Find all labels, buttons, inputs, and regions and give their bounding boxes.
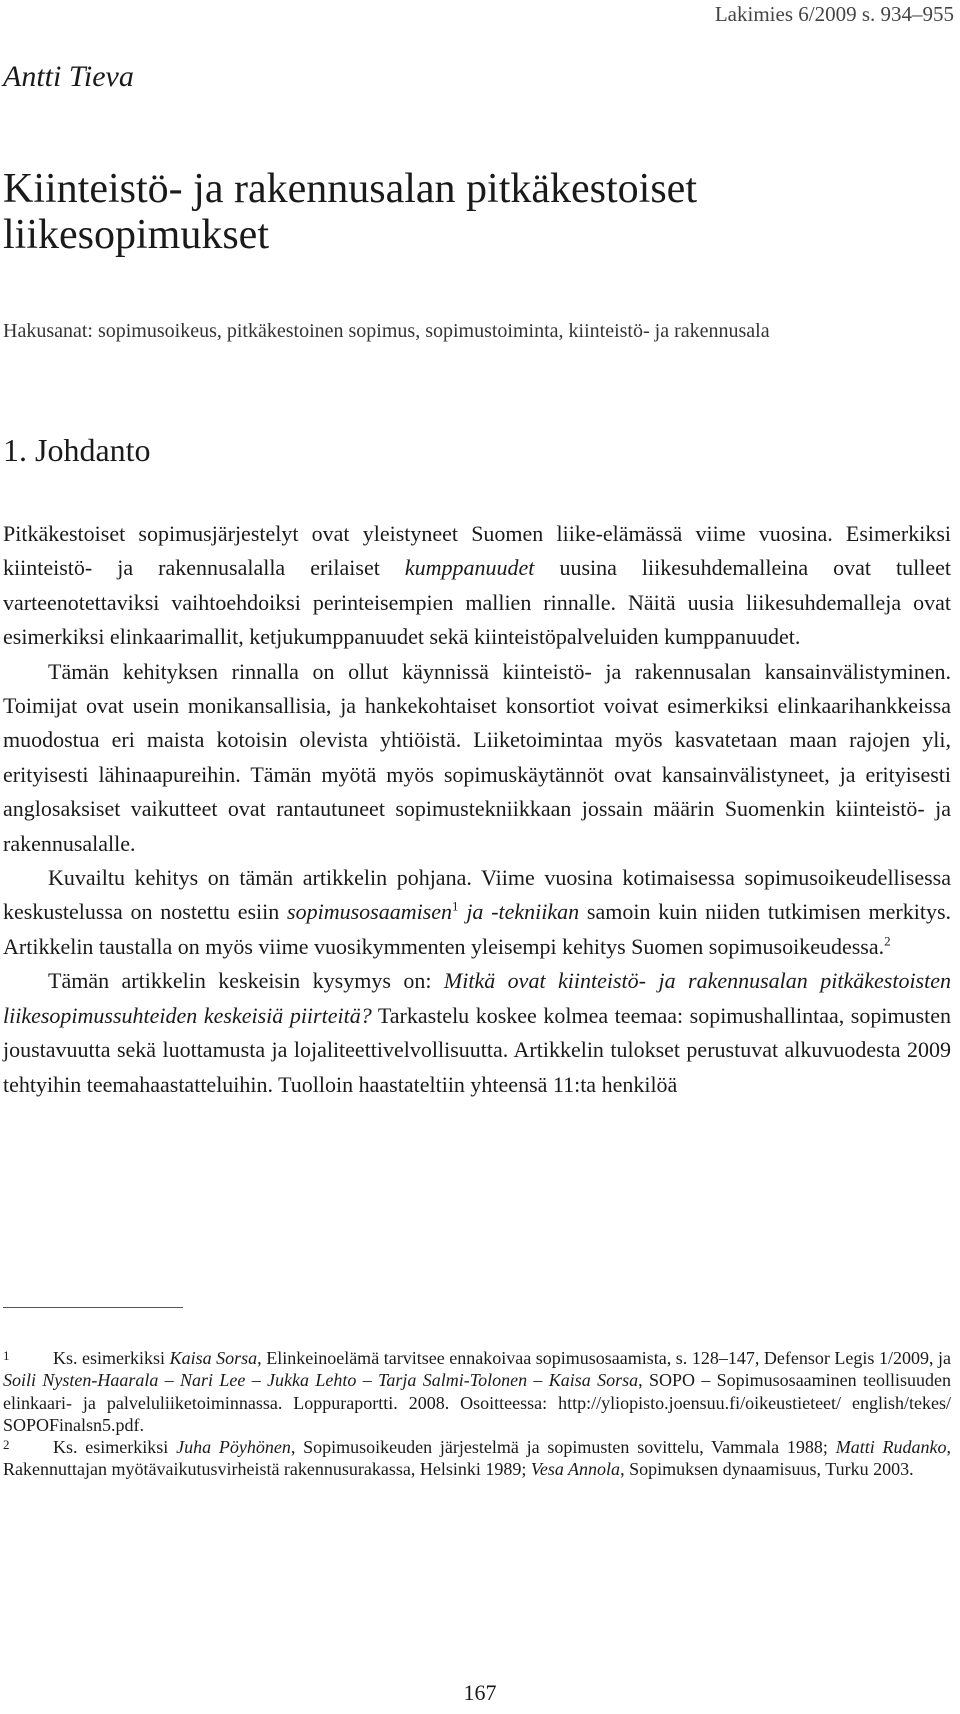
keywords: Hakusanat: sopimusoikeus, pitkäkestoinen sopimus, sopimustoiminta, kiinteistö- ja rakennusala — [3, 320, 770, 342]
footnote-number: 1 — [3, 1348, 10, 1363]
footnote-author: Matti Rudanko — [835, 1437, 947, 1458]
footnote-author: Kaisa Sorsa — [169, 1348, 258, 1368]
body-text — [3, 517, 951, 1102]
article-title: Kiinteistö- ja rakennusalan pitkäkestoiset liikesopimukset — [3, 166, 697, 258]
footnote-text: , Elinkeinoelämä tarvitsee ennakoivaa sopimusosaamista, s. 128–147, Defensor Legis 1/2009, ja — [257, 1348, 951, 1368]
footnote-text: , SOPO – Sopimusosaaminen teollisuuden elinkaari- ja palveluliiketoiminnassa. Loppuraportti. 2008. Osoitteessa: http://yliopisto.joensuu.fi/oikeustieteet/ english/tekes/ SOPOFinalsn5.pdf. — [3, 1370, 951, 1435]
footnote-author: Vesa Annola — [530, 1459, 621, 1480]
footnote-author: Juha Pöyhönen — [176, 1437, 291, 1458]
footnote-ref-1[interactable]: 1 — [452, 899, 459, 915]
paragraph-1 — [3, 517, 951, 655]
footnote-text: , Sopimusoikeuden järjestelmä ja sopimusten sovittelu, Vammala 1988; — [290, 1437, 836, 1458]
paragraph-2: Tämän kehityksen rinnalla on ollut käynnissä kiinteistö- ja rakennusalan kansainvälistyminen. Toimijat ovat usein monikansallisia, ja hankekohtaiset konsortiot voivat esimerkiksi elinkaarihankkeissa muodostua eri maista kotoisin olevista yhtiöistä. Liiketoimintaa myös kasvatetaan maan rajojen yli, erityisesti lähinaapureihin. Tämän myötä myös sopimuskäytännöt ovat kansainvälistyneet, ja erityisesti anglosaksiset vaikutteet ovat rantautuneet sopimustekniikkaan jossain määrin Suomenkin kiinteistö- ja rakennusalalle. — [3, 658, 951, 856]
footnote-ref-2[interactable]: 2 — [884, 933, 891, 949]
footnote-author: Soili Nysten-Haarala – Nari Lee – Jukka Lehto – Tarja Salmi-Tolonen – Kaisa Sorsa — [3, 1370, 639, 1391]
page-number: 167 — [463, 1680, 497, 1705]
paragraph-3 — [3, 861, 951, 964]
paragraph-text: uusina liikesuhdemalleina ovat tulleet varteenotettaviksi vaihtoehdoiksi perinteisempien mallien rinnalle. Näitä uusia liikesuhdemalleja ovat esimerkiksi elinkaarimallit, ketjukumppanuudet sekä kiinteistöpalveluiden kumppanuudet. — [3, 555, 951, 650]
footnotes — [3, 1347, 951, 1481]
paragraph-text: Tarkastelu koskee kolmea teemaa: sopimushallintaa, sopimusten joustavuutta sekä luottamusta ja lojaliteettivelvollisuutta. Artikkelin tulokset perustuvat alkuvuodesta 2009 tehtyihin teemahaastatteluihin. Tuolloin haastateltiin yhteensä 11:ta henkilöä — [3, 1002, 952, 1097]
emphasis-text: ja -tekniikan — [466, 899, 580, 925]
footnote-divider — [3, 1307, 183, 1308]
journal-citation: Lakimies 6/2009 s. 934–955 — [714, 2, 954, 26]
footnote-1 — [3, 1347, 951, 1436]
paragraph-text: Kuvailtu kehitys on tämän artikkelin pohjana. Viime vuosina kotimaisessa sopimusoikeudellisessa keskustelussa on nostettu esiin — [3, 865, 951, 925]
author-name: Antti Tieva — [3, 60, 134, 93]
section-title: Johdanto — [35, 432, 151, 468]
paragraph-text: samoin kuin niiden tutkimisen merkitys. Artikkelin taustalla on myös viime vuosikymmenten yleisempi kehitys Suomen sopimusoikeudessa. — [3, 899, 951, 959]
paragraph-4 — [3, 964, 951, 1102]
paragraph-text: Pitkäkestoiset sopimusjärjestelyt ovat yleistyneet Suomen liike-elämässä viime vuosina. Esimerkiksi kiinteistö- ja rakennusalalla erilaiset — [3, 521, 951, 581]
footnote-text: Ks. esimerkiksi — [53, 1348, 170, 1368]
footnote-text: , Rakennuttajan myötävaikutusvirheistä rakennusurakassa, Helsinki 1989; — [3, 1437, 951, 1480]
section-heading — [3, 432, 151, 469]
emphasis-text: sopimusosaamisen — [287, 899, 453, 925]
footnote-number: 2 — [3, 1437, 10, 1453]
footnote-2 — [3, 1436, 951, 1481]
research-question: Mitkä ovat kiinteistö- ja rakennusalan pitkäkestoisten liikesopimussuhteiden keskeisiä piirteitä? — [3, 968, 951, 1028]
section-number: 1. — [3, 432, 27, 468]
emphasis-text: kumppanuudet — [404, 555, 535, 581]
footnote-text: Ks. esimerkiksi — [53, 1437, 177, 1458]
footnote-text: , Sopimuksen dynaamisuus, Turku 2003. — [620, 1459, 914, 1480]
paragraph-text: Tämän artikkelin keskeisin kysymys on: — [48, 968, 444, 994]
